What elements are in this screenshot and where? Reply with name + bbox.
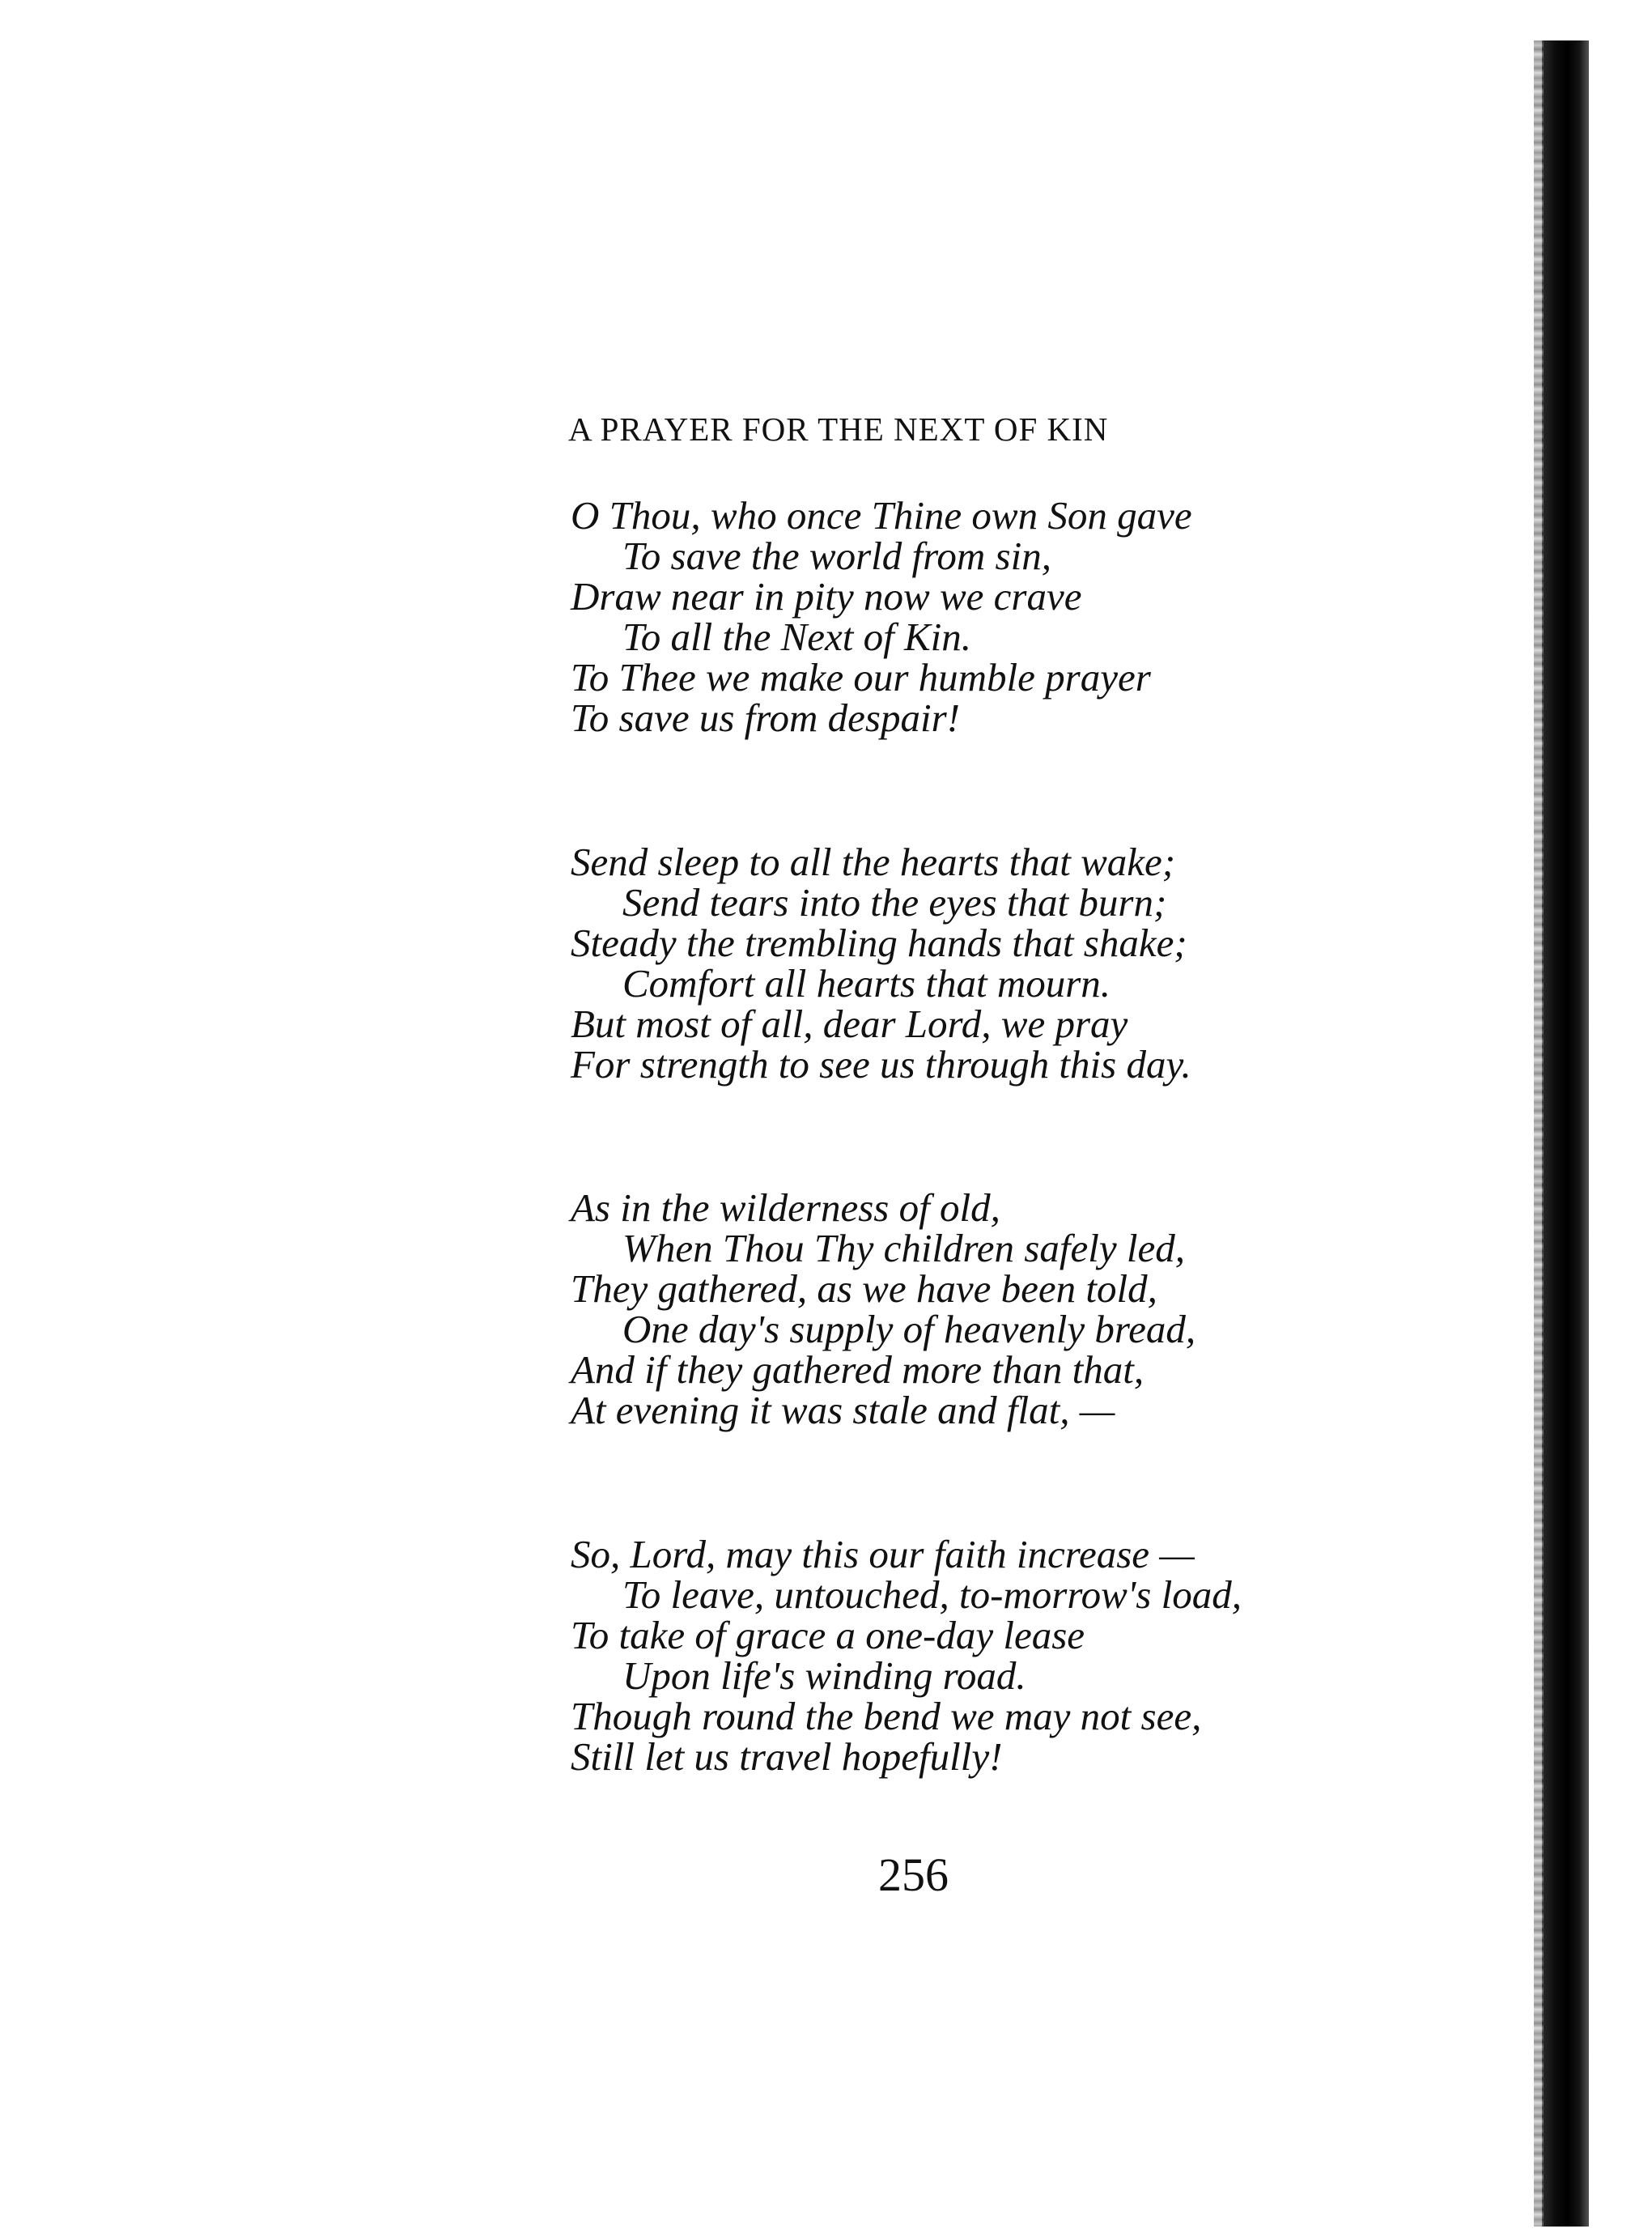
poem-line: Send sleep to all the hearts that wake; — [571, 840, 1176, 884]
poem-line: Still let us travel hopefully! — [571, 1734, 1003, 1779]
poem-line: They gathered, as we have been told, — [571, 1266, 1157, 1311]
poem-line: Send tears into the eyes that burn; — [622, 880, 1167, 925]
stanza-2 — [571, 842, 1380, 1085]
poem-line: To save us from despair! — [571, 695, 960, 740]
stanza-1 — [571, 493, 1380, 740]
poem-line: But most of all, dear Lord, we pray — [571, 1002, 1128, 1046]
page-binding-edge — [1542, 40, 1589, 2227]
poem-line: To save the world from sin, — [622, 534, 1051, 578]
poem-line: Draw near in pity now we crave — [571, 574, 1082, 619]
poem-line: For strength to see us through this day. — [571, 1042, 1191, 1087]
poem-line: And if they gathered more than that, — [571, 1347, 1145, 1392]
poem-line: To all the Next of Kin. — [622, 615, 972, 659]
poem-line: To take of grace a one-day lease — [571, 1613, 1085, 1657]
stanza-3 — [571, 1185, 1380, 1432]
poem-line: Upon life's winding road. — [622, 1653, 1026, 1698]
poem-line: So, Lord, may this our faith increase — — [571, 1532, 1195, 1576]
poem-line: When Thou Thy children safely led, — [622, 1226, 1185, 1270]
poem-line: Steady the trembling hands that shake; — [571, 921, 1187, 965]
poem-line: To leave, untouched, to-morrow's load, — [622, 1572, 1242, 1617]
poem-line: At evening it was stale and flat, — — [571, 1388, 1115, 1432]
stanza-4 — [571, 1534, 1380, 1777]
poem-line: Comfort all hearts that mourn. — [622, 961, 1111, 1006]
poem-line: One day's supply of heavenly bread, — [622, 1307, 1196, 1351]
poem-line: Though round the bend we may not see, — [571, 1694, 1202, 1738]
poem-line: As in the wilderness of old, — [571, 1185, 1000, 1230]
poem-title: A PRAYER FOR THE NEXT OF KIN — [568, 410, 1109, 448]
poem-line: O Thou, who once Thine own Son gave — [571, 493, 1192, 538]
page-number: 256 — [878, 1848, 949, 1901]
poem-line: To Thee we make our humble prayer — [571, 655, 1151, 700]
